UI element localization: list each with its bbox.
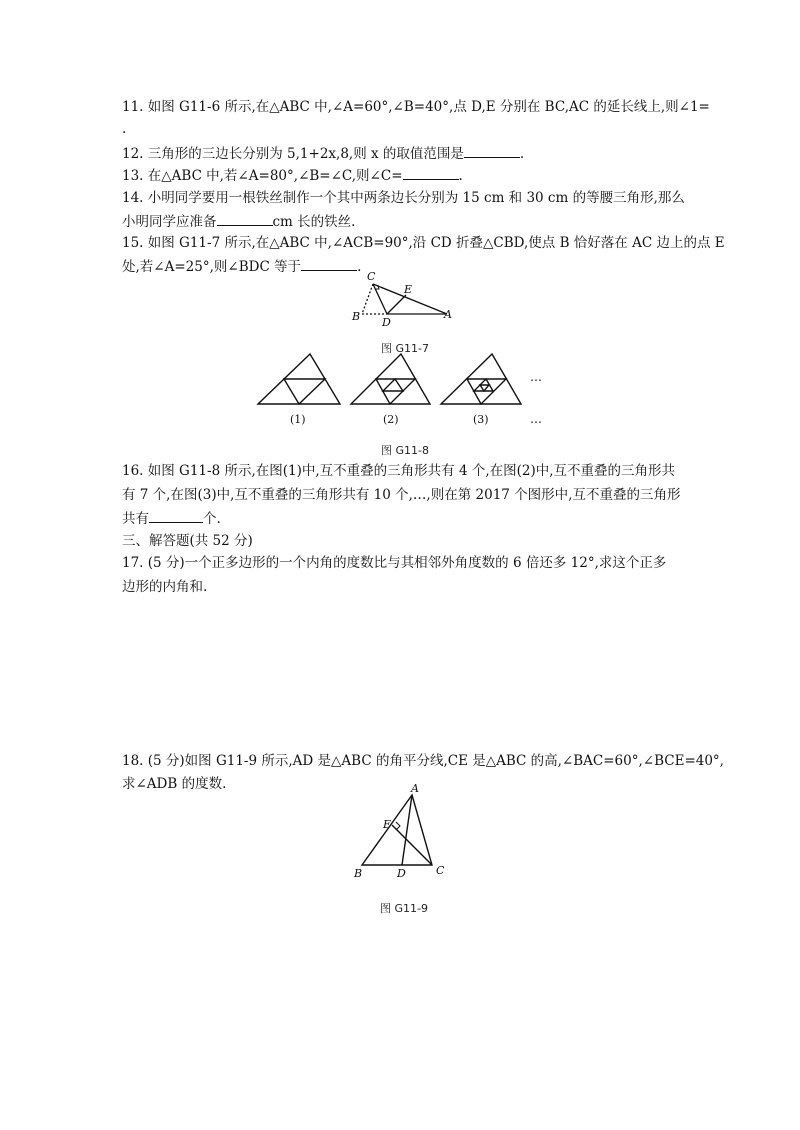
q17-line1: 17. (5 分)一个正多边形的一个内角的度数比与其相邻外角度数的 6 倍还多 12°,求这个正多 xyxy=(122,555,667,571)
caption-g11-9: 图 G11-9 xyxy=(380,902,428,915)
q14-line2 xyxy=(122,212,355,231)
q11-line1: 11. 如图 G11-6 所示,在△ABC 中,∠A=60°,∠B=40°,点 D,E 分别在 BC,AC 的延长线上,则∠1= xyxy=(122,99,710,115)
q12-answer-blank[interactable] xyxy=(464,144,520,158)
q14-text: 小明同学应准备 xyxy=(122,214,217,230)
caption-g11-8: 图 G11-8 xyxy=(381,444,429,457)
q13-answer-blank[interactable] xyxy=(403,166,459,180)
fig8-triangle-1 xyxy=(258,354,340,404)
q17-line2: 边形的内角和. xyxy=(122,579,208,595)
q12-end: . xyxy=(519,146,525,162)
q16-line1: 16. 如图 G11-8 所示,在图(1)中,互不重叠的三角形共有 4 个,在图(2)中,互不重叠的三角形共 xyxy=(122,463,676,479)
section-heading: 三、解答题(共 52 分) xyxy=(122,533,253,549)
label-a: A xyxy=(411,782,419,795)
label-c: C xyxy=(367,270,376,283)
caption-g11-7: 图 G11-7 xyxy=(381,342,429,355)
line-de xyxy=(387,295,406,314)
q14-line1: 14. 小明同学要用一根铁丝制作一个其中两条边长分别为 15 cm 和 30 cm 的等腰三角形,那么 xyxy=(122,190,685,206)
label-b: B xyxy=(354,867,363,880)
q13-end: . xyxy=(458,168,463,184)
fig8-label-3: (3) xyxy=(473,413,489,426)
label-c: C xyxy=(436,864,445,877)
q16-end: 个. xyxy=(203,511,221,527)
line-cb-dashed xyxy=(362,284,373,314)
q16-line2: 有 7 个,在图(3)中,互不重叠的三角形共有 10 个,…,则在第 2017 个图形中,互不重叠的三角形 xyxy=(122,487,681,503)
fig8-label-2: (2) xyxy=(383,413,399,426)
figure-g11-9 xyxy=(350,782,460,885)
q14-end: cm 长的铁丝. xyxy=(272,214,356,230)
q13-text: 13. 在△ABC 中,若∠A=80°,∠B=∠C,则∠C= xyxy=(122,168,403,184)
q15-line1: 15. 如图 G11-7 所示,在△ABC 中,∠ACB=90°,沿 CD 折叠△CBD,使点 B 恰好落在 AC 边上的点 E xyxy=(122,235,725,251)
label-d: D xyxy=(397,867,406,880)
fig8-triangle-3 xyxy=(441,354,521,404)
label-a: A xyxy=(444,308,452,321)
q12-text: 12. 三角形的三边长分别为 5,1+2x,8,则 x 的取值范围是 xyxy=(122,146,464,162)
q12-line xyxy=(122,144,524,163)
q16-answer-blank[interactable] xyxy=(149,509,203,523)
label-b: B xyxy=(352,310,361,323)
q18-line1: 18. (5 分)如图 G11-9 所示,AD 是△ABC 的角平分线,CE 是△ABC 的高,∠BAC=60°,∠BCE=40°, xyxy=(122,753,724,769)
figure-g11-7 xyxy=(340,270,460,330)
q16-line3 xyxy=(122,509,221,528)
q15-answer-blank[interactable] xyxy=(301,257,357,271)
right-angle-mark xyxy=(396,822,400,830)
fig8-ellipsis-top: … xyxy=(530,370,542,384)
figure-g11-8 xyxy=(255,350,535,430)
label-e: E xyxy=(404,283,413,296)
fig8-label-1: (1) xyxy=(290,413,306,426)
q11-line2: . xyxy=(122,121,127,137)
q14-answer-blank[interactable] xyxy=(217,212,273,226)
label-d: D xyxy=(382,316,391,329)
q15-line2 xyxy=(122,257,361,276)
fig8-ellipsis-bottom: … xyxy=(530,412,542,426)
line-ad xyxy=(402,795,412,865)
label-e: E xyxy=(383,818,392,831)
fig8-triangle-2 xyxy=(351,354,430,404)
q18-line2: 求∠ADB 的度数. xyxy=(122,776,227,792)
q13-line xyxy=(122,166,463,185)
q15-text: 处,若∠A=25°,则∠BDC 等于 xyxy=(122,259,302,275)
q16-text: 共有 xyxy=(122,511,149,527)
q15-end: . xyxy=(357,259,362,275)
